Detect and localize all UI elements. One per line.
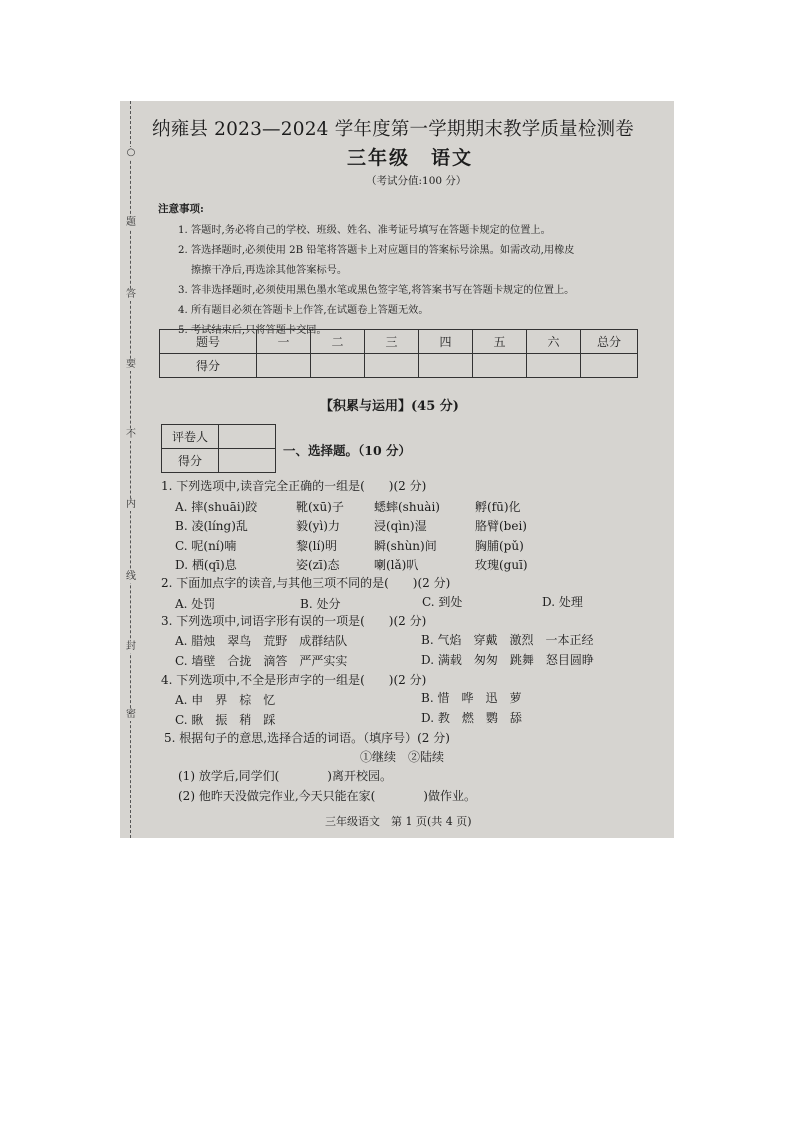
option-cell: D. 教 燃 鹦 舔 (421, 711, 522, 725)
option-cell: B. 气焰 穿戴 激烈 一本正经 (421, 633, 594, 647)
option-cell: 孵(fū)化 (475, 500, 521, 514)
question-stem: 3. 下列选项中,词语字形有误的一项是( )(2 分) (161, 614, 427, 628)
score-cell (473, 354, 527, 378)
option-cell: 喇(lǎ)叭 (374, 558, 419, 572)
option-cell: 靴(xū)子 (296, 500, 344, 514)
score-header-cell: 二 (311, 330, 365, 354)
grader-reviewer-label: 评卷人 (162, 425, 219, 449)
notice-item: 擦擦干净后,再选涂其他答案标号。 (191, 265, 348, 276)
option-cell: D. 栖(qī)息 (175, 558, 237, 572)
option-cell: 黎(lí)明 (296, 539, 338, 553)
option-cell: A. 摔(shuāi)跤 (175, 500, 258, 514)
score-row-label: 得分 (160, 354, 257, 378)
score-header-cell: 一 (257, 330, 311, 354)
score-cell (581, 354, 638, 378)
score-cell (311, 354, 365, 378)
part-title: 一、选择题。（10 分） (283, 443, 411, 458)
option-cell: B. 处分 (300, 597, 341, 611)
option-cell: 胳臂(bei) (475, 519, 527, 533)
option-cell: D. 处理 (542, 595, 583, 609)
margin-char: 不 (123, 429, 139, 441)
option-cell: D. 满载 匆匆 跳舞 怒目圆睁 (421, 653, 594, 667)
grader-box (161, 424, 276, 473)
notice-item: 3. 答非选择题时,必须使用黑色墨水笔或黑色签字笔,将答案书写在答题卡规定的位置上。 (178, 285, 575, 296)
grader-score-cell (219, 449, 276, 473)
option-cell: 瞬(shùn)间 (374, 539, 437, 553)
score-cell (257, 354, 311, 378)
notice-item: 5. 考试结束后,只将答题卡交回。 (178, 325, 327, 336)
question-stem: 5. 根据句子的意思,选择合适的词语。（填序号）(2 分) (164, 731, 450, 745)
score-header-cell: 四 (419, 330, 473, 354)
score-cell (527, 354, 581, 378)
question-stem: 2. 下面加点字的读音,与其他三项不同的是( )(2 分) (161, 576, 451, 590)
option-cell: C. 墙壁 合拢 滴答 严严实实 (175, 654, 348, 668)
margin-char: 密 (123, 709, 139, 721)
fill-blank-item: (1) 放学后,同学们( )离开校园。 (178, 769, 392, 783)
binding-margin (120, 101, 142, 838)
score-header-cell: 六 (527, 330, 581, 354)
option-cell: A. 处罚 (175, 597, 216, 611)
margin-char: 线 (123, 571, 139, 583)
option-cell: A. 腊烛 翠鸟 荒野 成群结队 (175, 634, 348, 648)
option-cell: 玫瑰(guī) (475, 558, 528, 572)
margin-char: 题 (123, 217, 139, 229)
question-stem: 1. 下列选项中,读音完全正确的一组是( )(2 分) (161, 479, 427, 493)
margin-char: 答 (123, 289, 139, 301)
option-cell: C. 到处 (422, 595, 463, 609)
notice-item: 2. 答选择题时,必须使用 2B 铅笔将答题卡上对应题目的答案标号涂黑。如需改动,用橡皮 (178, 245, 575, 256)
option-cell: C. 瞅 振 稍 踩 (175, 713, 276, 727)
margin-char: 要 (123, 359, 139, 371)
option-cell: B. 凌(líng)乱 (175, 519, 248, 533)
exam-paper (142, 101, 674, 838)
word-choices: ①继续 ②陆续 (360, 750, 445, 764)
score-table (159, 329, 638, 378)
margin-char: 封 (123, 641, 139, 653)
margin-char: ○ (123, 147, 139, 159)
option-cell: B. 惜 哗 迅 萝 (421, 691, 522, 705)
exam-subtitle: 三年级 语文 (347, 147, 474, 169)
grader-score-label: 得分 (162, 449, 219, 473)
question-stem: 4. 下列选项中,不全是形声字的一组是( )(2 分) (161, 673, 427, 687)
exam-photo (120, 101, 674, 838)
grader-reviewer-cell (219, 425, 276, 449)
notice-item: 1. 答题时,务必将自己的学校、班级、姓名、准考证号填写在答题卡规定的位置上。 (178, 225, 551, 236)
option-cell: C. 呢(ní)喃 (175, 539, 237, 553)
option-cell: A. 申 界 棕 忆 (175, 693, 276, 707)
score-header-cell: 总分 (581, 330, 638, 354)
score-header-cell: 题号 (160, 330, 257, 354)
score-table-row (160, 354, 638, 378)
section-title: 【积累与运用】(45 分) (320, 399, 459, 414)
score-header-cell: 三 (365, 330, 419, 354)
notices-heading: 注意事项: (158, 203, 204, 215)
option-cell: 胸脯(pǔ) (475, 539, 524, 553)
fill-blank-item: (2) 他昨天没做完作业,今天只能在家( )做作业。 (178, 789, 476, 803)
score-cell (365, 354, 419, 378)
option-cell: 毅(yì)力 (296, 519, 340, 533)
exam-title: 纳雍县 2023—2024 学年度第一学期期末教学质量检测卷 (152, 119, 634, 140)
notice-item: 4. 所有题目必须在答题卡上作答,在试题卷上答题无效。 (178, 305, 429, 316)
page-footer: 三年级语文 第 1 页(共 4 页) (325, 815, 472, 828)
score-table-header (160, 330, 638, 354)
score-cell (419, 354, 473, 378)
option-cell: 蟋蟀(shuài) (374, 500, 440, 514)
margin-char: 内 (123, 499, 139, 511)
option-cell: 浸(qìn)湿 (374, 519, 427, 533)
cut-line (130, 101, 131, 838)
score-note: （考试分值:100 分） (366, 175, 467, 187)
option-cell: 姿(zī)态 (296, 558, 340, 572)
score-header-cell: 五 (473, 330, 527, 354)
